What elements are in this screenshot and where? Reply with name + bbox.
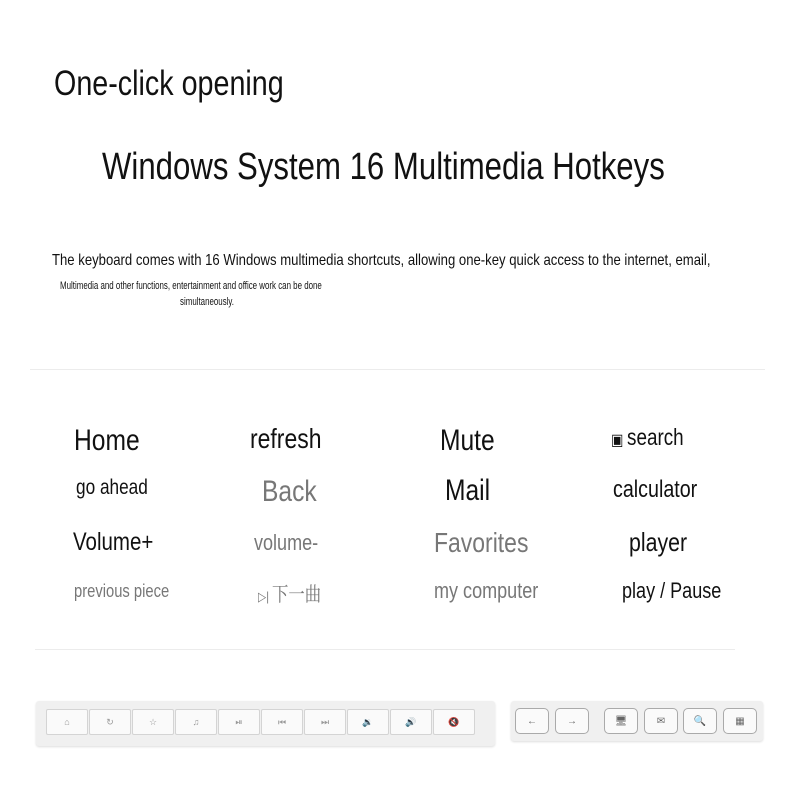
hotkey-key[interactable]: 🔍 (683, 708, 717, 734)
hotkey-my-computer: my computer (434, 578, 539, 603)
hotkey-volume-up: Volume+ (73, 528, 154, 556)
next-track-icon: ▷| (258, 589, 272, 604)
hotkey-player: player (629, 527, 688, 557)
hotkey-volume-down: volume- (254, 530, 319, 555)
divider (35, 649, 735, 650)
divider (30, 369, 765, 370)
description-line-3: simultaneously. (180, 296, 234, 308)
hotkey-key[interactable]: ✉ (644, 708, 678, 734)
page-title: One-click opening (54, 64, 284, 103)
hotkey-calculator: calculator (613, 476, 698, 503)
hotkey-key[interactable]: 🖥 (604, 708, 638, 734)
hotkey-key[interactable]: ♫ (175, 709, 217, 735)
missing-glyph-icon: ▣ (611, 432, 628, 449)
hotkey-favorites: Favorites (434, 527, 529, 558)
hotkey-key[interactable]: → (555, 708, 589, 734)
hotkey-next: ▷| 下一曲 (258, 584, 322, 606)
hotkey-mute: Mute (440, 424, 495, 457)
hotkey-search: ▣ search (611, 424, 684, 450)
hotkey-key[interactable]: ← (515, 708, 549, 734)
hotkey-key[interactable]: ⏮ (261, 709, 303, 735)
hotkey-key[interactable]: ⏭ (304, 709, 346, 735)
hotkey-play-pause: play / Pause (622, 578, 722, 603)
hotkey-key[interactable]: 🔊 (390, 709, 432, 735)
hotkey-home: Home (74, 424, 140, 457)
hotkey-refresh: refresh (250, 423, 322, 454)
description-line-2: Multimedia and other functions, entertainment and office work can be done (60, 280, 322, 292)
hotkey-mail: Mail (445, 474, 491, 507)
keyboard-left-section (36, 701, 495, 746)
hotkey-key[interactable]: ↻ (89, 709, 131, 735)
page-subtitle: Windows System 16 Multimedia Hotkeys (102, 146, 665, 188)
hotkey-key[interactable]: ⏯ (218, 709, 260, 735)
hotkey-previous: previous piece (74, 581, 170, 601)
hotkey-key[interactable]: ⌂ (46, 709, 88, 735)
hotkey-key[interactable]: ☆ (132, 709, 174, 735)
hotkey-key[interactable]: 🔇 (433, 709, 475, 735)
hotkey-key[interactable]: 🔉 (347, 709, 389, 735)
hotkey-back: Back (262, 475, 317, 508)
description: The keyboard comes with 16 Windows multimedia shortcuts, allowing one-key quick access to the internet, email, (52, 252, 711, 269)
hotkey-key[interactable]: ▦ (723, 708, 757, 734)
keyboard-right-section (511, 701, 763, 741)
hotkey-go-ahead: go ahead (76, 476, 148, 499)
